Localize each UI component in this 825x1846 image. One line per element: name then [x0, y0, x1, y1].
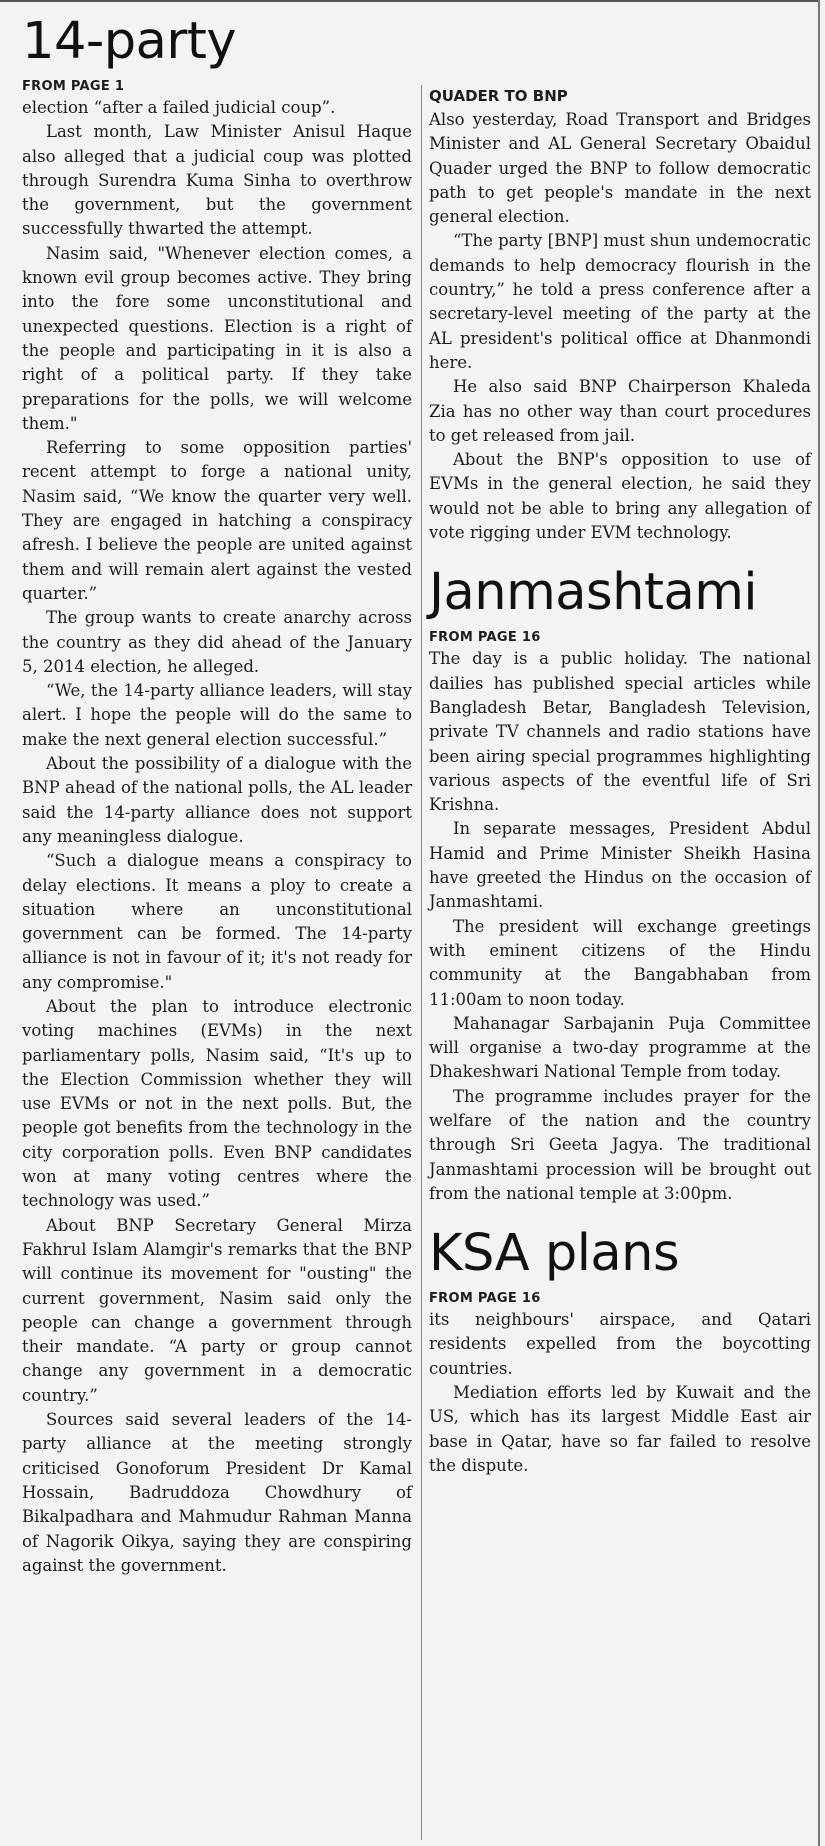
left-column: [22, 10, 412, 1578]
paragraph: About the BNP's opposition to use of EVMs in the general election, he said they would not be able to bring any allegation of vote rigging under EVM technology.: [429, 450, 811, 543]
paragraph: About the possibility of a dialogue with the BNP ahead of the national polls, the AL leader said the 14-party alliance does not support any meaningless dialogue.: [22, 754, 412, 846]
paragraph: The programme includes prayer for the welfare of the nation and the country through Sri Geeta Jagya. The traditional Janmashtami procession will be brought out from the national temple at 3:00pm.: [429, 1086, 811, 1203]
jump-kicker: FROM PAGE 1: [22, 79, 125, 94]
column-divider: [421, 85, 422, 1840]
paragraph: The day is a public holiday. The national dailies has published special articles while Bangladesh Betar, Bangladesh Television, private TV channels and radio stations have been airing special programmes highlighting various aspects of the eventful life of Sri Krishna.: [429, 649, 811, 815]
paragraph: Also yesterday, Road Transport and Bridges Minister and AL General Secretary Obaidul Quader urged the BNP to follow democratic path to get people's mandate in the next general election.: [429, 110, 811, 227]
paragraph: “Such a dialogue means a conspiracy to delay elections. It means a ploy to create a situation where an unconstitutional government can be formed. The 14-party alliance is not in favour of it; it's not ready for any compromise.": [22, 851, 412, 992]
headline-janmashtami: Janmashtami: [429, 563, 758, 623]
paragraph: The group wants to create anarchy across the country as they did ahead of the January 5, 2014 election, he alleged.: [22, 608, 412, 676]
top-rule: [0, 0, 818, 2]
headline-14-party: 14-party: [22, 12, 237, 71]
paragraph: “We, the 14-party alliance leaders, will stay alert. I hope the people will do the same to make the next general election successful.”: [22, 681, 412, 749]
paragraph: election “after a failed judicial coup”.: [22, 98, 336, 117]
paragraph: Mediation efforts led by Kuwait and the US, which has its largest Middle East air base in Qatar, have so far failed to resolve the dispute.: [429, 1383, 811, 1475]
paragraph: About the plan to introduce electronic voting machines (EVMs) in the next parliamentary polls, Nasim said, “It's up to the Election Commission whether they will use EVMs or not in the next polls. But, the people got benefits from the technology in the city corporation polls. Even BNP candidates won at many voting centres where the technology was used.”: [22, 996, 412, 1211]
subhead-quader-to-bnp: QUADER TO BNP: [429, 87, 568, 105]
paragraph: “The party [BNP] must shun undemocratic demands to help democracy flourish in the country,” he told a press conference after a secretary-level meeting of the party at the AL president's political office at Dhanmondi here.: [429, 231, 811, 372]
paragraph: Last month, Law Minister Anisul Haque also alleged that a judicial coup was plotted through Surendra Kuma Sinha to overthrow the government, but the government successfully thwarted the attempt.: [22, 122, 412, 239]
paragraph: About BNP Secretary General Mirza Fakhrul Islam Alamgir's remarks that the BNP will continue its movement for "ousting" the current government, Nasim said only the people can change a government through their mandate. “A party or group cannot change any government in a democratic country.”: [22, 1215, 412, 1405]
paragraph: its neighbours' airspace, and Qatari residents expelled from the boycotting countries.: [429, 1310, 811, 1378]
article-ksa-plans: [429, 1222, 811, 1478]
paragraph: The president will exchange greetings with eminent citizens of the Hindu community at the Bangabhaban from 11:00am to noon today.: [429, 916, 811, 1009]
paragraph: Mahanagar Sarbajanin Puja Committee will organise a two-day programme at the Dhakeshwari National Temple from today.: [429, 1013, 811, 1082]
paragraph: Referring to some opposition parties' recent attempt to forge a national unity, Nasim said, “We know the quarter very well. They are engaged in hatching a conspiracy afresh. I believe the people are united against them and will remain alert against the vested quarter.”: [22, 438, 412, 603]
headline-ksa-plans: KSA plans: [429, 1224, 680, 1284]
jump-kicker: FROM PAGE 16: [429, 630, 541, 646]
paragraph: Sources said several leaders of the 14-party alliance at the meeting strongly criticised Gonoforum President Dr Kamal Hossain, Badruddoza Chowdhury of Bikalpadhara and Mahmudur Rahman Manna of Nagorik Oikya, saying they are conspiring against the government.: [22, 1410, 412, 1575]
paragraph: In separate messages, President Abdul Hamid and Prime Minister Sheikh Hasina have greeted the Hindus on the occasion of Janmashtami.: [429, 819, 811, 912]
paragraph: Nasim said, "Whenever election comes, a known evil group becomes active. They bring into the fore some unconstitutional and unexpected questions. Election is a right of the people and participating in it is also a right of a political party. If they take preparations for the polls, we will welcome them.": [22, 243, 412, 433]
paragraph: He also said BNP Chairperson Khaleda Zia has no other way than court procedures to get released from jail.: [429, 377, 811, 445]
article-janmashtami: [429, 561, 811, 1206]
right-column: [429, 84, 811, 1478]
jump-kicker: FROM PAGE 16: [429, 1291, 541, 1307]
right-edge-rule: [818, 0, 820, 1846]
